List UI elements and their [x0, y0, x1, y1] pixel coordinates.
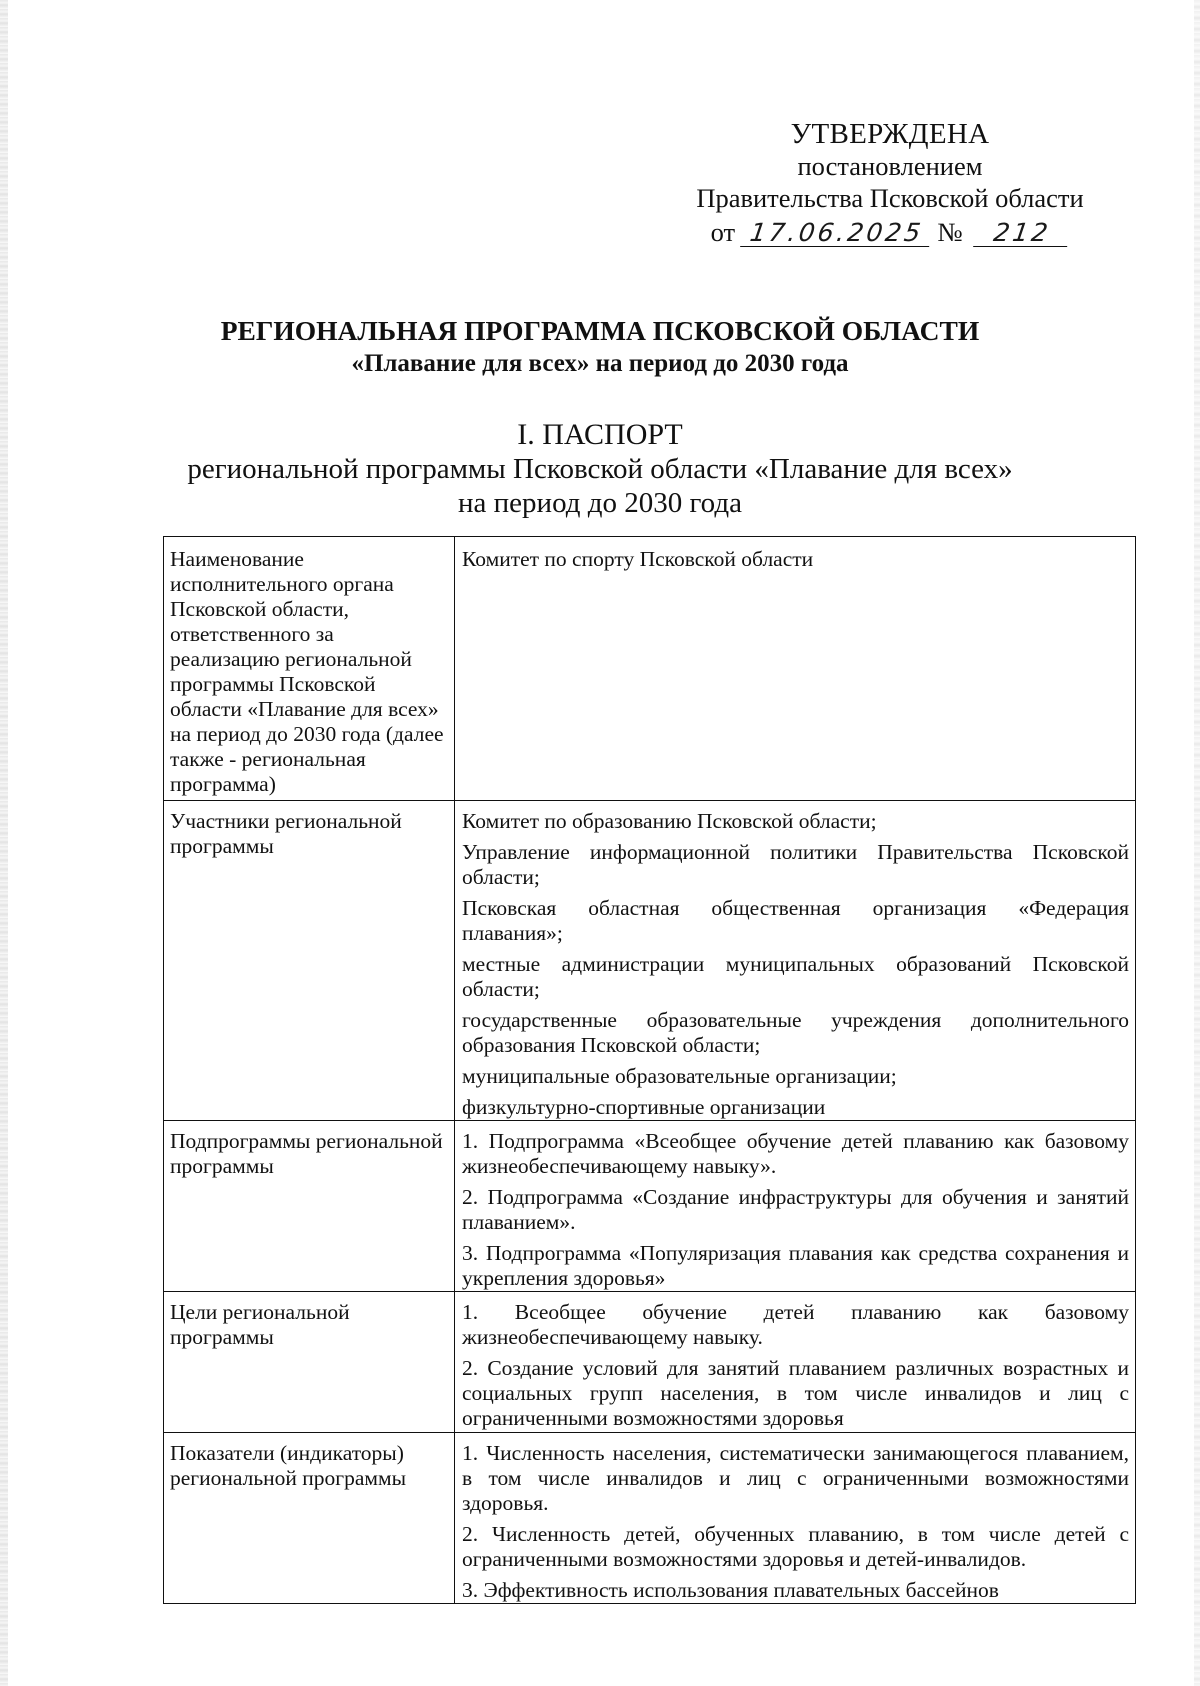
- table-row-executor: [164, 537, 1136, 801]
- value-item: Псковская областная общественная организация «Федерация плавания»;: [462, 896, 1129, 945]
- table-cell-label: Цели региональной программы: [164, 1292, 455, 1433]
- value-item: местные администрации муниципальных образований Псковской области;: [462, 952, 1129, 1001]
- approval-date-line: [660, 216, 1120, 248]
- table-cell-value: [455, 537, 1136, 801]
- table-cell-value: [455, 801, 1136, 1121]
- value-item: 3. Подпрограмма «Популяризация плавания как средства сохранения и укрепления здоровья»: [462, 1241, 1129, 1290]
- title-line-program: РЕГИОНАЛЬНАЯ ПРОГРАММА ПСКОВСКОЙ ОБЛАСТИ: [220, 315, 980, 346]
- passport-heading: I. ПАСПОРТ: [517, 418, 683, 451]
- table-row-indicators: [164, 1433, 1136, 1604]
- table-row-goals: [164, 1292, 1136, 1433]
- document-title: [0, 314, 1200, 380]
- value-item: 3. Эффективность использования плавательных бассейнов: [462, 1578, 999, 1602]
- table-cell-label: Показатели (индикаторы) региональной программы: [164, 1433, 455, 1604]
- approval-date-handwritten: 17.06.2025: [740, 220, 933, 247]
- approval-stamp-block: [660, 118, 1120, 248]
- table-row-subprograms: [164, 1121, 1136, 1292]
- approval-number-handwritten: 212: [973, 220, 1071, 247]
- passport-subheading-2: на период до 2030 года: [458, 487, 742, 519]
- value-item: 1. Подпрограмма «Всеобщее обучение детей плаванию как базовому жизнеобеспечивающему навыку».: [462, 1129, 1129, 1178]
- value-item: 1. Численность населения, систематически занимающегося плаванием, в том числе инвалидов и лиц с ограниченными возможностями здоровья.: [462, 1441, 1129, 1515]
- passport-table: [163, 536, 1136, 1604]
- value-item: муниципальные образовательные организации;: [462, 1064, 897, 1088]
- value-item: физкультурно-спортивные организации: [462, 1095, 826, 1119]
- value-item: Управление информационной политики Правительства Псковской области;: [462, 840, 1129, 889]
- table-cell-value: [455, 1292, 1136, 1433]
- table-row-participants: [164, 801, 1136, 1121]
- value-item: 2. Численность детей, обученных плаванию, в том числе детей с ограниченными возможностями здоровья и детей-инвалидов.: [462, 1522, 1129, 1571]
- value-item: 1. Всеобщее обучение детей плаванию как базовому жизнеобеспечивающему навыку.: [462, 1300, 1129, 1349]
- value-item: государственные образовательные учреждения дополнительного образования Псковской области;: [462, 1008, 1129, 1057]
- approval-line-government: Правительства Псковской области: [696, 183, 1084, 213]
- approval-number-sign: №: [937, 217, 963, 247]
- value-item: Комитет по спорту Псковской области: [462, 547, 814, 571]
- table-cell-label: Подпрограммы региональной программы: [164, 1121, 455, 1292]
- table-cell-label: Наименование исполнительного органа Псковской области, ответственного за реализацию региональной программы Псковской области «Плавание для всех» на период до 2030 года (далее также - региональная программа): [164, 537, 455, 801]
- passport-heading-block: [0, 418, 1200, 520]
- approval-line-resolution: постановлением: [797, 151, 983, 181]
- passport-subheading-1: региональной программы Псковской области «Плавание для всех»: [187, 453, 1013, 485]
- value-item: Комитет по образованию Псковской области;: [462, 809, 877, 833]
- table-cell-label: Участники региональной программы: [164, 801, 455, 1121]
- table-cell-value: [455, 1433, 1136, 1604]
- value-item: 2. Подпрограмма «Создание инфраструктуры для обучения и занятий плаванием».: [462, 1185, 1129, 1234]
- title-line-name: «Плавание для всех» на период до 2030 года: [351, 350, 849, 377]
- scan-edge-right: [1194, 0, 1200, 1686]
- table-cell-value: [455, 1121, 1136, 1292]
- scan-edge-left: [0, 0, 8, 1686]
- value-item: 2. Создание условий для занятий плаванием различных возрастных и социальных групп населения, в том числе инвалидов и лиц с ограниченными возможностями здоровья: [462, 1356, 1129, 1430]
- approval-date-prefix: от: [710, 217, 736, 247]
- approval-heading: УТВЕРЖДЕНА: [790, 118, 990, 150]
